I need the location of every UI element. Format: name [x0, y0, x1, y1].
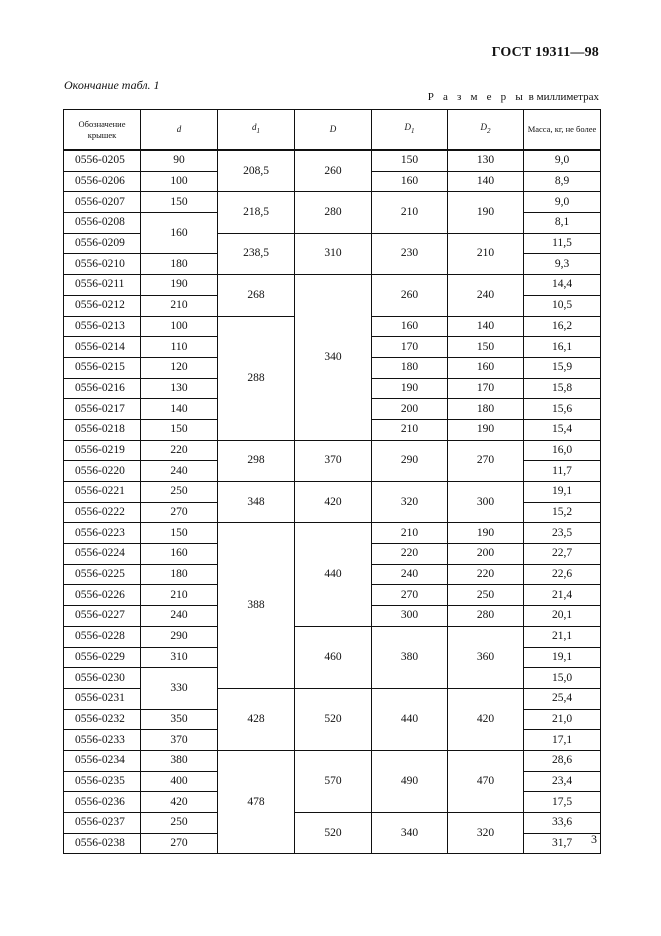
cell-D1: 240 [372, 564, 448, 585]
cell-mass: 14,4 [524, 275, 601, 296]
cell-mass: 21,4 [524, 585, 601, 606]
cell-mass: 9,0 [524, 150, 601, 171]
cell-d: 160 [141, 544, 218, 565]
cell-d: 160 [141, 213, 218, 254]
cell-D2: 140 [448, 171, 524, 192]
cell-D1: 440 [372, 688, 448, 750]
cell-d1: 348 [218, 482, 295, 523]
cell-D2: 190 [448, 419, 524, 440]
cell-mass: 19,1 [524, 482, 601, 503]
cell-mass: 16,0 [524, 440, 601, 461]
cell-D: 520 [295, 813, 372, 854]
cell-D: 570 [295, 750, 372, 812]
cell-d: 100 [141, 316, 218, 337]
cell-designation: 0556-0230 [64, 668, 141, 689]
cell-D2: 170 [448, 378, 524, 399]
cell-designation: 0556-0214 [64, 337, 141, 358]
cell-D: 440 [295, 523, 372, 626]
cell-mass: 31,7 [524, 833, 601, 854]
cell-designation: 0556-0220 [64, 461, 141, 482]
cell-D2: 190 [448, 523, 524, 544]
cell-D1: 490 [372, 750, 448, 812]
cell-designation: 0556-0210 [64, 254, 141, 275]
cell-mass: 16,2 [524, 316, 601, 337]
cell-D1: 200 [372, 399, 448, 420]
cell-mass: 15,4 [524, 419, 601, 440]
cell-designation: 0556-0212 [64, 295, 141, 316]
cell-d: 370 [141, 730, 218, 751]
cell-mass: 11,5 [524, 233, 601, 254]
cell-mass: 33,6 [524, 813, 601, 834]
cell-d: 180 [141, 254, 218, 275]
table-row [64, 523, 601, 544]
cell-designation: 0556-0232 [64, 709, 141, 730]
cell-mass: 17,5 [524, 792, 601, 813]
cell-mass: 15,2 [524, 502, 601, 523]
cell-D2: 420 [448, 688, 524, 750]
cell-mass: 11,7 [524, 461, 601, 482]
cell-D1: 210 [372, 192, 448, 233]
cell-d: 210 [141, 295, 218, 316]
cell-mass: 21,1 [524, 626, 601, 647]
cell-D: 310 [295, 233, 372, 274]
cell-designation: 0556-0237 [64, 813, 141, 834]
cell-d: 250 [141, 482, 218, 503]
cell-d: 150 [141, 192, 218, 213]
cell-D: 340 [295, 275, 372, 441]
cell-D1: 320 [372, 482, 448, 523]
cell-D: 370 [295, 440, 372, 481]
page-number: 3 [591, 832, 597, 846]
cell-d: 130 [141, 378, 218, 399]
cell-d: 210 [141, 585, 218, 606]
cell-D: 280 [295, 192, 372, 233]
cell-D1: 300 [372, 606, 448, 627]
cell-d: 250 [141, 813, 218, 834]
cell-designation: 0556-0227 [64, 606, 141, 627]
cell-D1: 170 [372, 337, 448, 358]
cell-d: 150 [141, 523, 218, 544]
cell-designation: 0556-0233 [64, 730, 141, 751]
cell-designation: 0556-0208 [64, 213, 141, 234]
cell-designation: 0556-0221 [64, 482, 141, 503]
cell-d1: 268 [218, 275, 295, 316]
cell-d: 310 [141, 647, 218, 668]
cell-designation: 0556-0238 [64, 833, 141, 854]
cell-D2: 360 [448, 626, 524, 688]
cell-designation: 0556-0225 [64, 564, 141, 585]
cell-d: 120 [141, 357, 218, 378]
cell-D2: 470 [448, 750, 524, 812]
cell-d: 100 [141, 171, 218, 192]
cell-D1: 270 [372, 585, 448, 606]
cell-D: 520 [295, 688, 372, 750]
cell-designation: 0556-0205 [64, 150, 141, 171]
cell-d: 240 [141, 461, 218, 482]
cell-d: 270 [141, 502, 218, 523]
cell-designation: 0556-0211 [64, 275, 141, 296]
cell-designation: 0556-0228 [64, 626, 141, 647]
cell-mass: 15,0 [524, 668, 601, 689]
cell-D1: 150 [372, 150, 448, 171]
table-row [64, 150, 601, 171]
header-mass: Масса, кг, не более [524, 110, 601, 151]
header-d1: $d_1$ [218, 110, 295, 151]
cell-d1: 218,5 [218, 192, 295, 233]
cell-mass: 9,0 [524, 192, 601, 213]
cell-D2: 160 [448, 357, 524, 378]
cell-D2: 250 [448, 585, 524, 606]
units-rest: в миллиметрах [528, 91, 599, 103]
cell-designation: 0556-0207 [64, 192, 141, 213]
units-note [428, 91, 599, 103]
cell-d: 240 [141, 606, 218, 627]
cell-designation: 0556-0223 [64, 523, 141, 544]
table-body [64, 150, 601, 854]
cell-mass: 10,5 [524, 295, 601, 316]
cell-mass: 17,1 [524, 730, 601, 751]
cell-mass: 25,4 [524, 688, 601, 709]
header-designation: Обозначение крышек [64, 110, 141, 151]
cell-d: 270 [141, 833, 218, 854]
cell-d: 380 [141, 750, 218, 771]
cell-D1: 220 [372, 544, 448, 565]
cell-D1: 210 [372, 523, 448, 544]
header-D1: $D_1$ [372, 110, 448, 151]
cell-d: 290 [141, 626, 218, 647]
cell-D2: 180 [448, 399, 524, 420]
table-continuation-caption: Окончание табл. 1 [64, 78, 160, 92]
cell-designation: 0556-0224 [64, 544, 141, 565]
dimensions-table [63, 109, 601, 854]
table-row [64, 750, 601, 771]
cell-d1: 288 [218, 316, 295, 440]
cell-mass: 22,6 [524, 564, 601, 585]
cell-D1: 210 [372, 419, 448, 440]
cell-mass: 20,1 [524, 606, 601, 627]
table-row [64, 192, 601, 213]
header-D: D [295, 110, 372, 151]
cell-D2: 300 [448, 482, 524, 523]
cell-mass: 15,9 [524, 357, 601, 378]
standard-number: ГОСТ 19311—98 [491, 45, 599, 60]
cell-D2: 150 [448, 337, 524, 358]
cell-designation: 0556-0218 [64, 419, 141, 440]
cell-designation: 0556-0216 [64, 378, 141, 399]
cell-mass: 23,5 [524, 523, 601, 544]
cell-designation: 0556-0217 [64, 399, 141, 420]
header-d: d [141, 110, 218, 151]
cell-d: 150 [141, 419, 218, 440]
cell-d: 140 [141, 399, 218, 420]
cell-designation: 0556-0222 [64, 502, 141, 523]
cell-d: 190 [141, 275, 218, 296]
cell-d: 330 [141, 668, 218, 709]
cell-mass: 19,1 [524, 647, 601, 668]
cell-d1: 298 [218, 440, 295, 481]
cell-designation: 0556-0234 [64, 750, 141, 771]
table-row [64, 440, 601, 461]
cell-D1: 160 [372, 171, 448, 192]
cell-mass: 15,8 [524, 378, 601, 399]
cell-mass: 22,7 [524, 544, 601, 565]
cell-D: 460 [295, 626, 372, 688]
cell-d: 90 [141, 150, 218, 171]
cell-D1: 160 [372, 316, 448, 337]
cell-D1: 190 [372, 378, 448, 399]
cell-D: 260 [295, 150, 372, 192]
cell-d1: 388 [218, 523, 295, 689]
cell-mass: 21,0 [524, 709, 601, 730]
cell-D2: 130 [448, 150, 524, 171]
cell-designation: 0556-0226 [64, 585, 141, 606]
cell-designation: 0556-0231 [64, 688, 141, 709]
units-spaced: Р а з м е р ы [427, 91, 526, 103]
cell-d: 110 [141, 337, 218, 358]
table-row [64, 626, 601, 647]
cell-D1: 260 [372, 275, 448, 316]
cell-mass: 8,1 [524, 213, 601, 234]
table-row [64, 813, 601, 834]
cell-mass: 28,6 [524, 750, 601, 771]
header-D2: $D_2$ [448, 110, 524, 151]
cell-mass: 9,3 [524, 254, 601, 275]
cell-D2: 140 [448, 316, 524, 337]
cell-mass: 23,4 [524, 771, 601, 792]
cell-D2: 190 [448, 192, 524, 233]
cell-designation: 0556-0213 [64, 316, 141, 337]
cell-d1: 238,5 [218, 233, 295, 274]
header-row [64, 110, 601, 151]
cell-designation: 0556-0209 [64, 233, 141, 254]
cell-D1: 340 [372, 813, 448, 854]
cell-d: 180 [141, 564, 218, 585]
cell-D2: 220 [448, 564, 524, 585]
cell-D2: 210 [448, 233, 524, 274]
cell-designation: 0556-0219 [64, 440, 141, 461]
cell-designation: 0556-0236 [64, 792, 141, 813]
cell-d1: 208,5 [218, 150, 295, 192]
cell-D2: 280 [448, 606, 524, 627]
cell-D1: 230 [372, 233, 448, 274]
table-row [64, 482, 601, 503]
cell-mass: 16,1 [524, 337, 601, 358]
cell-d: 350 [141, 709, 218, 730]
cell-designation: 0556-0215 [64, 357, 141, 378]
cell-D1: 180 [372, 357, 448, 378]
cell-d: 420 [141, 792, 218, 813]
cell-D2: 270 [448, 440, 524, 481]
cell-D1: 290 [372, 440, 448, 481]
cell-designation: 0556-0235 [64, 771, 141, 792]
cell-d1: 478 [218, 750, 295, 853]
cell-designation: 0556-0206 [64, 171, 141, 192]
cell-D2: 240 [448, 275, 524, 316]
cell-D2: 320 [448, 813, 524, 854]
cell-mass: 8,9 [524, 171, 601, 192]
cell-D1: 380 [372, 626, 448, 688]
cell-d: 220 [141, 440, 218, 461]
cell-d1: 428 [218, 688, 295, 750]
table-row [64, 275, 601, 296]
cell-d: 400 [141, 771, 218, 792]
cell-D2: 200 [448, 544, 524, 565]
cell-D: 420 [295, 482, 372, 523]
cell-mass: 15,6 [524, 399, 601, 420]
cell-designation: 0556-0229 [64, 647, 141, 668]
